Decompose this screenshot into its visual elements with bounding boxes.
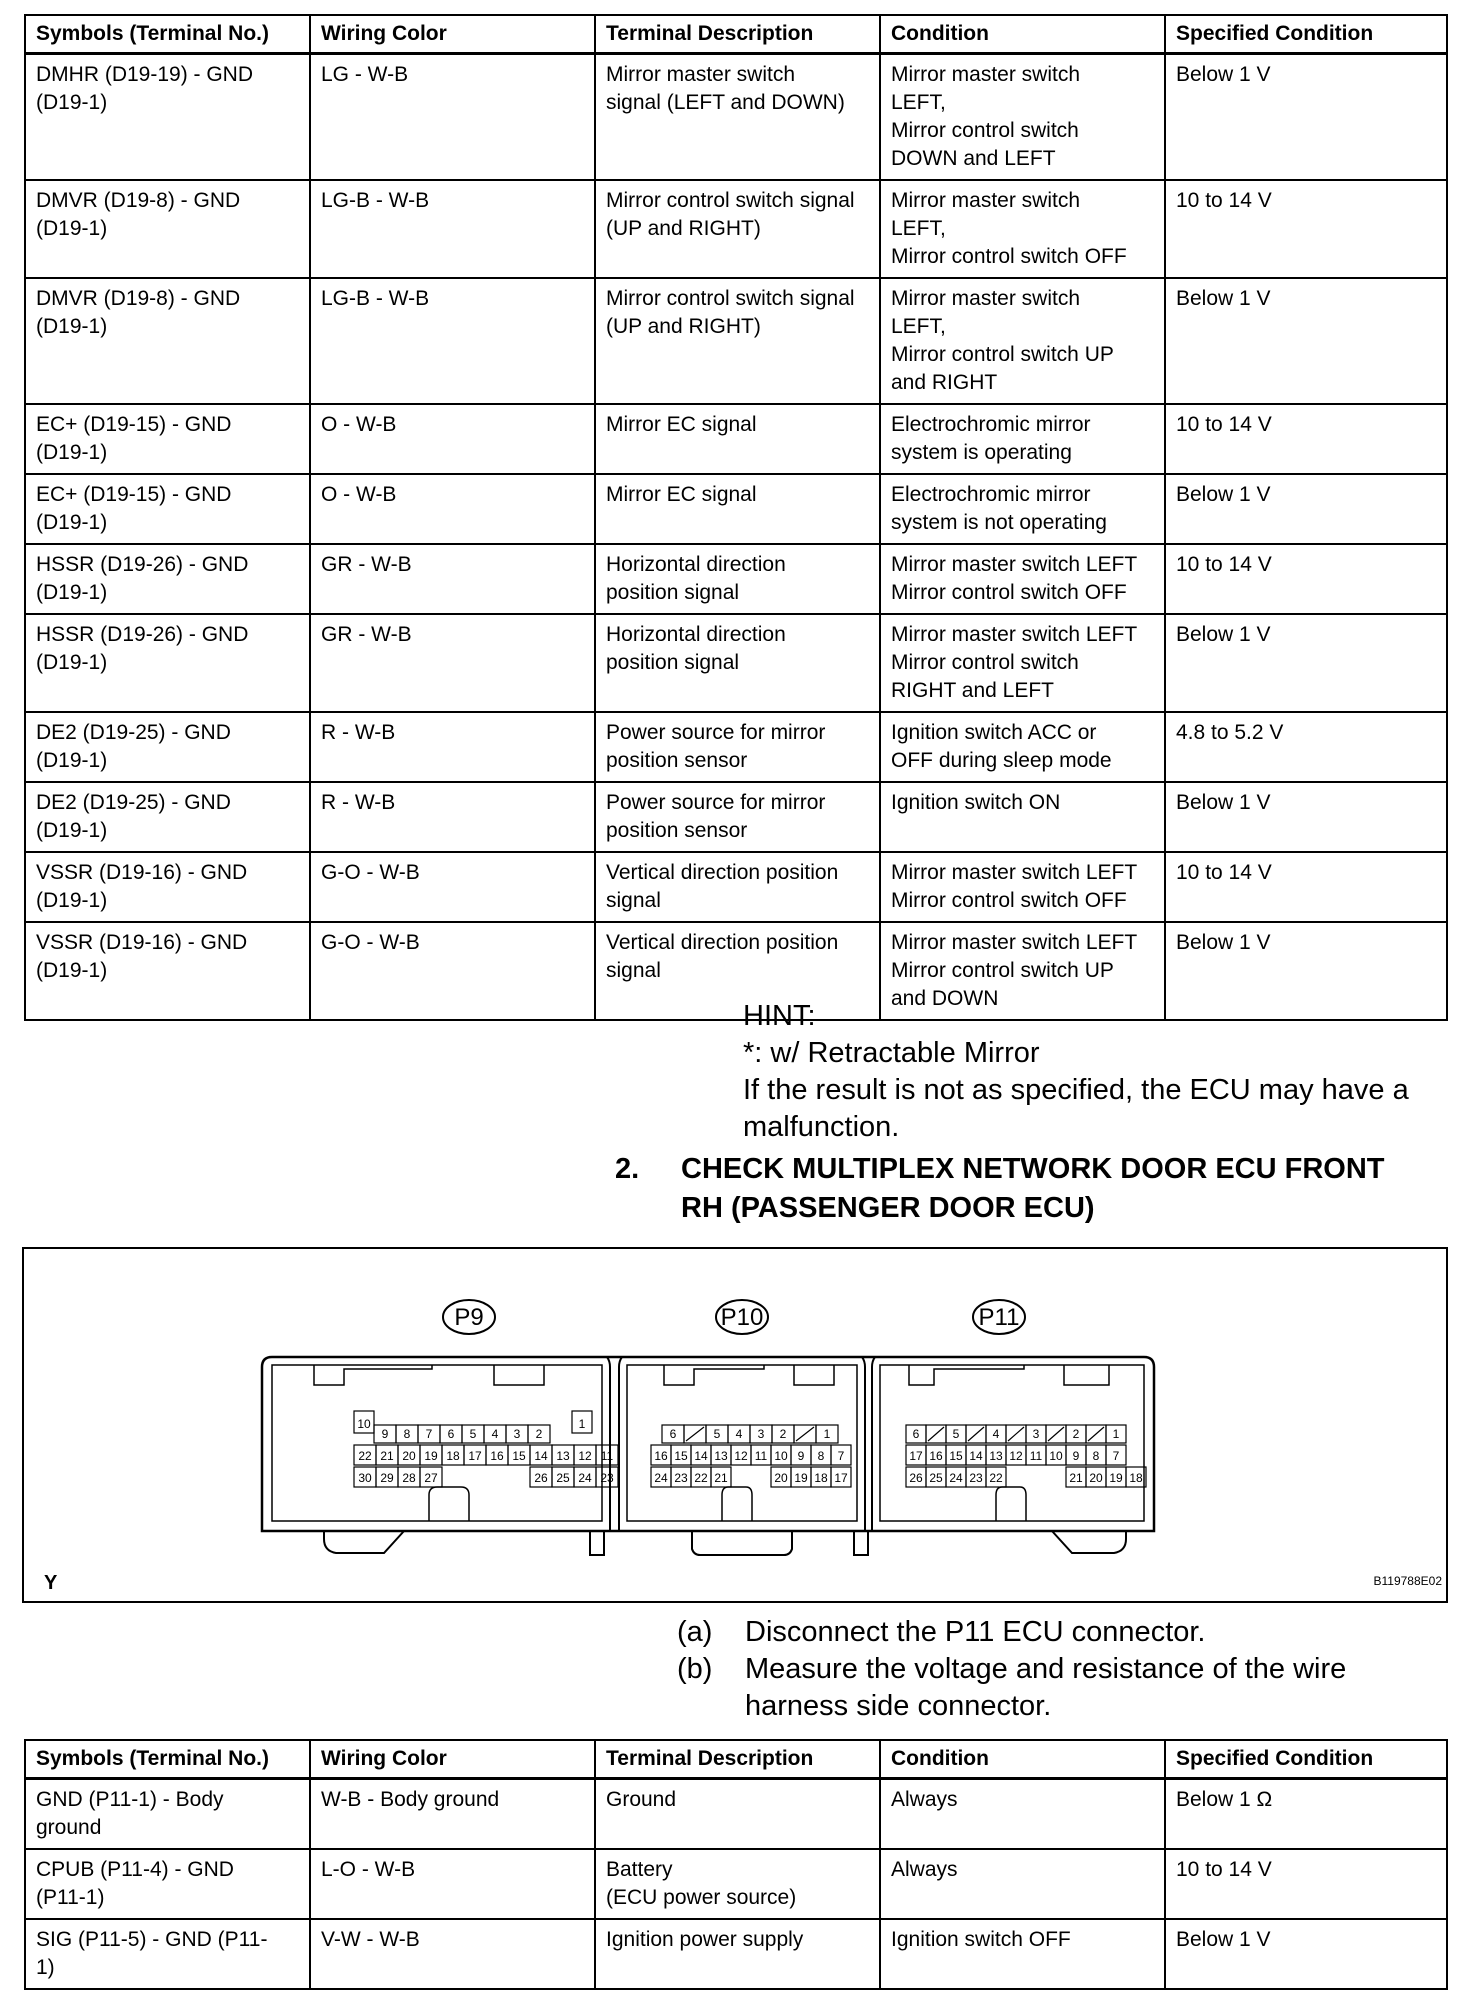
cell-specified-condition: Below 1 V	[1165, 54, 1447, 181]
connector-housing	[262, 1357, 1154, 1531]
cell-terminal-description: Ground	[595, 1779, 880, 1850]
cell-terminal-description: Ignition power supply	[595, 1919, 880, 1989]
instruction-label: (a)	[677, 1616, 713, 1648]
pin-number: 5	[469, 1427, 477, 1441]
hint-block	[743, 998, 1453, 1146]
pin-number: 20	[1089, 1471, 1103, 1485]
empty-pin-slash	[796, 1427, 814, 1441]
pin-number: 2	[1072, 1427, 1080, 1441]
header-condition: Condition	[880, 1740, 1165, 1779]
hint-note: *: w/ Retractable Mirror	[743, 1037, 1040, 1069]
cell-specified-condition: Below 1 V	[1165, 614, 1447, 712]
cell-specified-condition: 10 to 14 V	[1165, 180, 1447, 278]
empty-pin-slash	[1008, 1427, 1024, 1441]
header-terminal-description: Terminal Description	[595, 1740, 880, 1779]
table-row	[25, 278, 1447, 404]
header-wiring-color: Wiring Color	[310, 15, 595, 54]
pin-number: 12	[734, 1449, 748, 1463]
pin-number: 21	[380, 1449, 394, 1463]
pin-number: 10	[774, 1449, 788, 1463]
header-specified-condition: Specified Condition	[1165, 1740, 1447, 1779]
terminal-spec-table-d19	[24, 14, 1448, 1021]
pin-number: 8	[1092, 1449, 1100, 1463]
empty-pin-slash	[1088, 1427, 1104, 1441]
cell-specified-condition: Below 1 Ω	[1165, 1779, 1447, 1850]
hint-text: If the result is not as specified, the ECU may have a malfunction.	[743, 1074, 1409, 1143]
pin-number: 9	[381, 1427, 389, 1441]
cell-wiring-color: R - W-B	[310, 712, 595, 782]
pin-number: 12	[578, 1449, 592, 1463]
pin-number: 26	[909, 1471, 923, 1485]
cell-wiring-color: W-B - Body ground	[310, 1779, 595, 1850]
empty-pin-slash	[686, 1427, 704, 1441]
terminal-spec-table-p11	[24, 1739, 1448, 1990]
pin-number: 1	[1112, 1427, 1120, 1441]
pin-number: 13	[714, 1449, 728, 1463]
pin-number: 18	[1129, 1471, 1143, 1485]
empty-pin-slash	[1048, 1427, 1064, 1441]
pin-number: 29	[380, 1471, 394, 1485]
cell-specified-condition: Below 1 V	[1165, 922, 1447, 1020]
pin-number: 24	[654, 1471, 668, 1485]
pin-number: 8	[817, 1449, 825, 1463]
instruction-text: Measure the voltage and resistance of the wire harness side connector.	[745, 1653, 1347, 1722]
pin-number: 25	[929, 1471, 943, 1485]
cell-symbols: DMVR (D19-8) - GND (D19-1)	[25, 180, 310, 278]
header-specified-condition: Specified Condition	[1165, 15, 1447, 54]
figure-side-label: Y	[44, 1572, 58, 1594]
cell-terminal-description: Battery (ECU power source)	[595, 1849, 880, 1919]
cell-specified-condition: Below 1 V	[1165, 1919, 1447, 1989]
header-wiring-color: Wiring Color	[310, 1740, 595, 1779]
pin-number: 7	[837, 1449, 845, 1463]
cell-condition: Always	[880, 1849, 1165, 1919]
pin-number: 15	[674, 1449, 688, 1463]
pin-number: 11	[1029, 1449, 1043, 1463]
pin-number: 19	[794, 1471, 808, 1485]
cell-symbols: DMVR (D19-8) - GND (D19-1)	[25, 278, 310, 404]
cell-wiring-color: O - W-B	[310, 404, 595, 474]
cell-specified-condition: Below 1 V	[1165, 474, 1447, 544]
cell-condition: Mirror master switch LEFT Mirror control switch OFF	[880, 544, 1165, 614]
pin-number: 17	[909, 1449, 923, 1463]
cell-wiring-color: V-W - W-B	[310, 1919, 595, 1989]
pin-number: 14	[969, 1449, 983, 1463]
table-row	[25, 1919, 1447, 1989]
pin-number: 8	[403, 1427, 411, 1441]
cell-specified-condition: 10 to 14 V	[1165, 852, 1447, 922]
table-row	[25, 614, 1447, 712]
empty-pin-slash	[968, 1427, 984, 1441]
pin-number: 25	[556, 1471, 570, 1485]
pin-number: 21	[714, 1471, 728, 1485]
table-row	[25, 852, 1447, 922]
cell-symbols: VSSR (D19-16) - GND (D19-1)	[25, 922, 310, 1020]
pin-number: 2	[779, 1427, 787, 1441]
cell-condition: Mirror master switch LEFT Mirror control switch UP and DOWN	[880, 922, 1165, 1020]
connector-label-p10: P10	[720, 1304, 764, 1331]
cell-symbols: VSSR (D19-16) - GND (D19-1)	[25, 852, 310, 922]
cell-condition: Mirror master switch LEFT, Mirror control switch OFF	[880, 180, 1165, 278]
pin-number: 24	[949, 1471, 963, 1485]
cell-symbols: HSSR (D19-26) - GND (D19-1)	[25, 614, 310, 712]
pin-number: 6	[669, 1427, 677, 1441]
cell-symbols: DE2 (D19-25) - GND (D19-1)	[25, 712, 310, 782]
table-row	[25, 712, 1447, 782]
cell-condition: Electrochromic mirror system is not operating	[880, 474, 1165, 544]
pin-number: 17	[834, 1471, 848, 1485]
step-title: CHECK MULTIPLEX NETWORK DOOR ECU FRONT RH (PASSENGER DOOR ECU)	[681, 1153, 1385, 1224]
pin-number: 17	[468, 1449, 482, 1463]
empty-pin-slash	[928, 1427, 944, 1441]
pin-number: 13	[556, 1449, 570, 1463]
header-condition: Condition	[880, 15, 1165, 54]
cell-wiring-color: R - W-B	[310, 782, 595, 852]
cell-wiring-color: GR - W-B	[310, 544, 595, 614]
pin-number: 2	[535, 1427, 543, 1441]
table-row	[25, 404, 1447, 474]
pin-number: 4	[992, 1427, 1000, 1441]
table-row	[25, 474, 1447, 544]
table-row	[25, 1849, 1447, 1919]
cell-wiring-color: LG-B - W-B	[310, 278, 595, 404]
header-symbols: Symbols (Terminal No.)	[25, 15, 310, 54]
cell-symbols: CPUB (P11-4) - GND (P11-1)	[25, 1849, 310, 1919]
cell-condition: Mirror master switch LEFT, Mirror control switch UP and RIGHT	[880, 278, 1165, 404]
pin-number: 3	[513, 1427, 521, 1441]
cell-terminal-description: Vertical direction position signal	[595, 852, 880, 922]
cell-condition: Ignition switch ON	[880, 782, 1165, 852]
pin-number: 18	[814, 1471, 828, 1485]
pin-number: 3	[757, 1427, 765, 1441]
cell-specified-condition: 10 to 14 V	[1165, 1849, 1447, 1919]
pin-number: 19	[1109, 1471, 1123, 1485]
table-row	[25, 782, 1447, 852]
connector-figure	[22, 1247, 1448, 1603]
cell-symbols: HSSR (D19-26) - GND (D19-1)	[25, 544, 310, 614]
instruction-label: (b)	[677, 1653, 713, 1685]
pin-number: 4	[735, 1427, 743, 1441]
table-row	[25, 544, 1447, 614]
cell-terminal-description: Vertical direction position signal	[595, 922, 880, 1020]
pin-number: 30	[358, 1471, 372, 1485]
pin-number: 23	[969, 1471, 983, 1485]
pin-number: 7	[1112, 1449, 1120, 1463]
cell-condition: Mirror master switch LEFT Mirror control switch RIGHT and LEFT	[880, 614, 1165, 712]
cell-wiring-color: LG - W-B	[310, 54, 595, 181]
pin-number: 19	[424, 1449, 438, 1463]
connector-diagram	[24, 1249, 1450, 1605]
pin-number: 11	[600, 1449, 614, 1463]
table-row	[25, 180, 1447, 278]
pin-number: 26	[534, 1471, 548, 1485]
cell-terminal-description: Mirror control switch signal (UP and RIGHT)	[595, 278, 880, 404]
pin-number: 3	[1032, 1427, 1040, 1441]
pin-number: 15	[949, 1449, 963, 1463]
pin-number: 14	[694, 1449, 708, 1463]
cell-symbols: EC+ (D19-15) - GND (D19-1)	[25, 474, 310, 544]
instruction-text: Disconnect the P11 ECU connector.	[745, 1616, 1206, 1648]
connector-label-p9: P9	[454, 1304, 484, 1331]
table-header-row	[25, 1740, 1447, 1779]
cell-condition: Mirror master switch LEFT Mirror control switch OFF	[880, 852, 1165, 922]
pin-number: 27	[424, 1471, 438, 1485]
pin-number: 22	[989, 1471, 1003, 1485]
pin-number: 24	[578, 1471, 592, 1485]
pin-number: 22	[694, 1471, 708, 1485]
hint-title: HINT:	[743, 1000, 816, 1032]
cell-condition: Mirror master switch LEFT, Mirror control switch DOWN and LEFT	[880, 54, 1165, 181]
figure-code: B119788E02	[1373, 1574, 1442, 1588]
table-row	[25, 54, 1447, 181]
pin-number: 23	[674, 1471, 688, 1485]
pin-number: 10	[357, 1417, 371, 1431]
cell-condition: Always	[880, 1779, 1165, 1850]
table-header-row	[25, 15, 1447, 54]
pin-number: 11	[754, 1449, 768, 1463]
header-symbols: Symbols (Terminal No.)	[25, 1740, 310, 1779]
pin-number: 28	[402, 1471, 416, 1485]
connector-label-p11: P11	[978, 1304, 1020, 1331]
pin-number: 21	[1069, 1471, 1083, 1485]
cell-terminal-description: Mirror control switch signal (UP and RIGHT)	[595, 180, 880, 278]
pin-number: 14	[534, 1449, 548, 1463]
cell-terminal-description: Horizontal direction position signal	[595, 614, 880, 712]
cell-specified-condition: Below 1 V	[1165, 782, 1447, 852]
pin-number: 12	[1009, 1449, 1023, 1463]
cell-wiring-color: O - W-B	[310, 474, 595, 544]
pin-number: 23	[600, 1471, 614, 1485]
cell-wiring-color: GR - W-B	[310, 614, 595, 712]
header-terminal-description: Terminal Description	[595, 15, 880, 54]
pin-number: 9	[797, 1449, 805, 1463]
pin-number: 20	[402, 1449, 416, 1463]
pin-number: 4	[491, 1427, 499, 1441]
cell-wiring-color: LG-B - W-B	[310, 180, 595, 278]
pin-number: 1	[578, 1417, 586, 1431]
cell-specified-condition: 4.8 to 5.2 V	[1165, 712, 1447, 782]
cell-symbols: GND (P11-1) - Body ground	[25, 1779, 310, 1850]
table-row	[25, 1779, 1447, 1850]
cell-symbols: DE2 (D19-25) - GND (D19-1)	[25, 782, 310, 852]
pin-number: 7	[425, 1427, 433, 1441]
pin-number: 5	[713, 1427, 721, 1441]
cell-terminal-description: Mirror EC signal	[595, 474, 880, 544]
cell-wiring-color: L-O - W-B	[310, 1849, 595, 1919]
cell-specified-condition: 10 to 14 V	[1165, 544, 1447, 614]
step-number: 2.	[615, 1153, 640, 1185]
cell-specified-condition: Below 1 V	[1165, 278, 1447, 404]
cell-symbols: SIG (P11-5) - GND (P11- 1)	[25, 1919, 310, 1989]
cell-terminal-description: Mirror master switch signal (LEFT and DOWN)	[595, 54, 880, 181]
pin-number: 16	[490, 1449, 504, 1463]
pin-number: 20	[774, 1471, 788, 1485]
pin-number: 1	[823, 1427, 831, 1441]
pin-number: 16	[654, 1449, 668, 1463]
pin-number: 18	[446, 1449, 460, 1463]
cell-terminal-description: Horizontal direction position signal	[595, 544, 880, 614]
cell-terminal-description: Power source for mirror position sensor	[595, 782, 880, 852]
pin-number: 6	[912, 1427, 920, 1441]
pin-number: 6	[447, 1427, 455, 1441]
cell-specified-condition: 10 to 14 V	[1165, 404, 1447, 474]
pin-number: 5	[952, 1427, 960, 1441]
cell-symbols: DMHR (D19-19) - GND (D19-1)	[25, 54, 310, 181]
pin-number: 9	[1072, 1449, 1080, 1463]
cell-condition: Ignition switch ACC or OFF during sleep mode	[880, 712, 1165, 782]
cell-condition: Ignition switch OFF	[880, 1919, 1165, 1989]
pin-number: 22	[358, 1449, 372, 1463]
pin-number: 10	[1049, 1449, 1063, 1463]
pin-number: 13	[989, 1449, 1003, 1463]
cell-wiring-color: G-O - W-B	[310, 922, 595, 1020]
cell-terminal-description: Power source for mirror position sensor	[595, 712, 880, 782]
pin-number: 15	[512, 1449, 526, 1463]
pin-number: 16	[929, 1449, 943, 1463]
cell-terminal-description: Mirror EC signal	[595, 404, 880, 474]
cell-wiring-color: G-O - W-B	[310, 852, 595, 922]
cell-condition: Electrochromic mirror system is operating	[880, 404, 1165, 474]
cell-symbols: EC+ (D19-15) - GND (D19-1)	[25, 404, 310, 474]
